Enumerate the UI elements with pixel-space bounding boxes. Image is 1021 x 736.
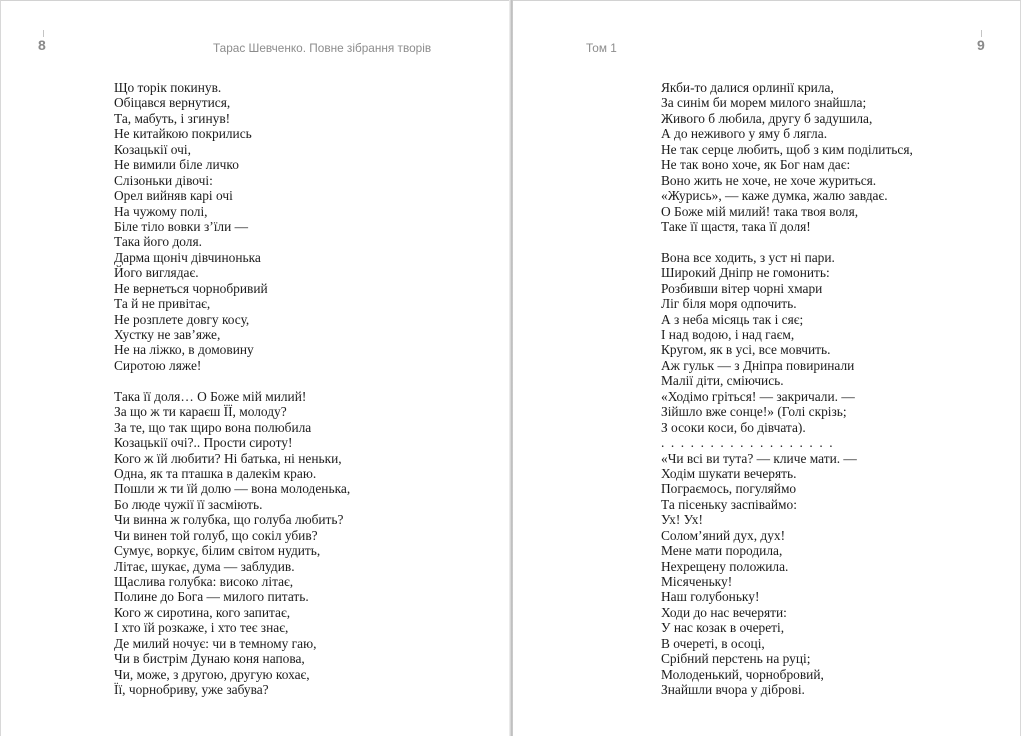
- poem-line: Сумує, воркує, білим світом нудить,: [114, 543, 321, 559]
- poem-line: Не вернеться чорнобривий: [114, 280, 268, 296]
- poem-line: А з неба місяць так і сяє;: [661, 311, 804, 327]
- poem-line: Срібний перстень на руці;: [661, 651, 811, 667]
- poem-line: «Ходімо гріться! — закричали. —: [661, 388, 855, 404]
- poem-line: Чи винна ж голубка, що голуба любить?: [114, 512, 344, 528]
- poem-line: Кругом, як в усі, все мовчить.: [661, 342, 831, 358]
- right-page: [513, 0, 1021, 736]
- poem-line: Ходи до нас вечеряти:: [661, 604, 787, 620]
- poem-line: Чи, може, з другою, другую кохає,: [114, 666, 310, 682]
- poem-line: Кого ж сиротина, кого запитає,: [114, 604, 291, 620]
- poem-line: Нехрещену положила.: [661, 558, 789, 574]
- poem-line: Орел вийняв карі очі: [114, 188, 233, 204]
- poem-line: За синім би морем милого знайшла;: [661, 95, 867, 111]
- poem-line: З осоки коси, бо дівчата).: [661, 419, 806, 435]
- poem-line: Знайшли вчора у діброві.: [661, 682, 805, 698]
- poem-line: Молоденький, чорнобровий,: [661, 666, 824, 682]
- poem-line: Щаслива голубка: високо літає,: [114, 574, 294, 589]
- page-tick-mark: [981, 30, 982, 37]
- stanza: [661, 250, 913, 698]
- poem-line: Біле тіло вовки з’їли —: [114, 218, 249, 234]
- poem-text: [114, 80, 350, 698]
- poem-line: Широкий Дніпр не гомонить:: [661, 265, 830, 281]
- poem-line: Її, чорнобриву, уже забува?: [114, 682, 269, 698]
- poem-line: Одна, як та пташка в далекім краю.: [114, 465, 317, 481]
- poem-line: Слізоньки дівочі:: [114, 172, 213, 188]
- poem-line: Чи винен той голуб, що сокіл убив?: [114, 527, 318, 543]
- poem-line: Не на ліжко, в домовину: [114, 342, 254, 358]
- stanza: [661, 80, 913, 234]
- poem-line: Не розплете довгу косу,: [114, 311, 250, 327]
- stanza: [114, 80, 350, 373]
- poem-line: Хустку не зав’яже,: [114, 327, 221, 342]
- poem-line: Літає, шукає, дума — заблудив.: [114, 558, 295, 574]
- poem-line: Козацькії очі,: [114, 141, 191, 157]
- poem-line: Ух! Ух!: [661, 512, 703, 528]
- poem-line: «Чи всі ви тута? — кличе мати. —: [661, 450, 857, 466]
- poem-line: Пограємось, погуляймо: [661, 481, 797, 497]
- poem-line: Така її доля… О Боже мій милий!: [114, 388, 307, 404]
- page-tick-mark: [43, 30, 44, 37]
- poem-line: Місяченьку!: [661, 574, 733, 589]
- poem-line: Бо люде чужії її засміють.: [114, 496, 263, 512]
- poem-line: Та й не привітає,: [114, 296, 211, 312]
- poem-line: Не китайкою покрились: [114, 126, 252, 142]
- poem-line: Кого ж їй любити? Ні батька, ні неньки,: [114, 450, 342, 466]
- poem-line: Де милий ночує: чи в темному гаю,: [114, 635, 317, 651]
- poem-line: За що ж ти караєш ЇЇ, молоду?: [114, 404, 287, 420]
- running-header: Том 1: [586, 41, 617, 55]
- poem-line: Солом’яний дух, дух!: [661, 527, 786, 543]
- poem-line: Наш голубоньку!: [661, 589, 760, 605]
- poem-line: Аж гульк — з Дніпра повиринали: [661, 357, 855, 373]
- poem-line: Дарма щоніч дівчинонька: [114, 249, 261, 265]
- stanza: [114, 389, 350, 698]
- poem-line: Воно жить не хоче, не хоче журиться.: [661, 172, 877, 188]
- poem-line: Малії діти, сміючись.: [661, 373, 784, 389]
- poem-line: Не вимили біле личко: [114, 157, 239, 173]
- poem-line: Не так воно хоче, як Бог нам дає:: [661, 157, 851, 173]
- poem-line: Вона все ходить, з уст ні пари.: [661, 249, 835, 265]
- poem-line: Ліг біля моря одпочить.: [661, 296, 797, 312]
- poem-line: Ходім шукати вечерять.: [661, 465, 797, 481]
- poem-line: В очереті, в осоці,: [661, 635, 765, 651]
- poem-line: «Журись», — каже думка, жалю завдає.: [661, 188, 888, 204]
- poem-line: О Боже мій милий! така твоя воля,: [661, 203, 859, 219]
- poem-line: Обіцався вернутися,: [114, 95, 231, 111]
- poem-line: І над водою, і над гаєм,: [661, 327, 795, 342]
- poem-line: Зійшло вже сонце!» (Голі скрізь;: [661, 404, 847, 420]
- poem-line: Розбивши вітер чорні хмари: [661, 280, 823, 296]
- poem-line: Його виглядає.: [114, 265, 199, 281]
- poem-line: Козацькії очі?.. Прости сироту!: [114, 435, 293, 451]
- poem-line: Така його доля.: [114, 234, 202, 250]
- poem-line: Не так серце любить, щоб з ким поділиться,: [661, 141, 913, 157]
- poem-line: Таке її щастя, така її доля!: [661, 218, 811, 234]
- poem-text: [661, 80, 913, 698]
- page-number: 8: [38, 37, 46, 53]
- poem-line: На чужому полі,: [114, 203, 208, 219]
- poem-line: І хто їй розкаже, і хто теє знає,: [114, 620, 289, 636]
- poem-line: Живого б любила, другу б задушила,: [661, 110, 873, 126]
- poem-line: Та пісеньку заспіваймо:: [661, 496, 797, 512]
- running-header: Тарас Шевченко. Повне зібрання творів: [213, 41, 432, 55]
- poem-line: Мене мати породила,: [661, 543, 783, 559]
- poem-line: Сиротою ляже!: [114, 357, 202, 373]
- poem-line: У нас козак в очереті,: [661, 620, 785, 636]
- poem-line: А до неживого у яму б лягла.: [661, 126, 828, 142]
- poem-line: Полине до Бога — милого питать.: [114, 589, 309, 605]
- poem-line: Та, мабуть, і згинув!: [114, 110, 231, 126]
- omission-dots-line: . . . . . . . . . . . . . . . . . .: [661, 435, 835, 451]
- poem-line: Пошли ж ти їй долю — вона молоденька,: [114, 481, 351, 497]
- page-number: 9: [977, 37, 985, 53]
- poem-line: За те, що так щиро вона полюбила: [114, 419, 312, 435]
- poem-line: Якби-то далися орлинії крила,: [661, 80, 834, 95]
- poem-line: Чи в бистрім Дунаю коня напова,: [114, 651, 305, 667]
- poem-line: Що торік покинув.: [114, 80, 222, 95]
